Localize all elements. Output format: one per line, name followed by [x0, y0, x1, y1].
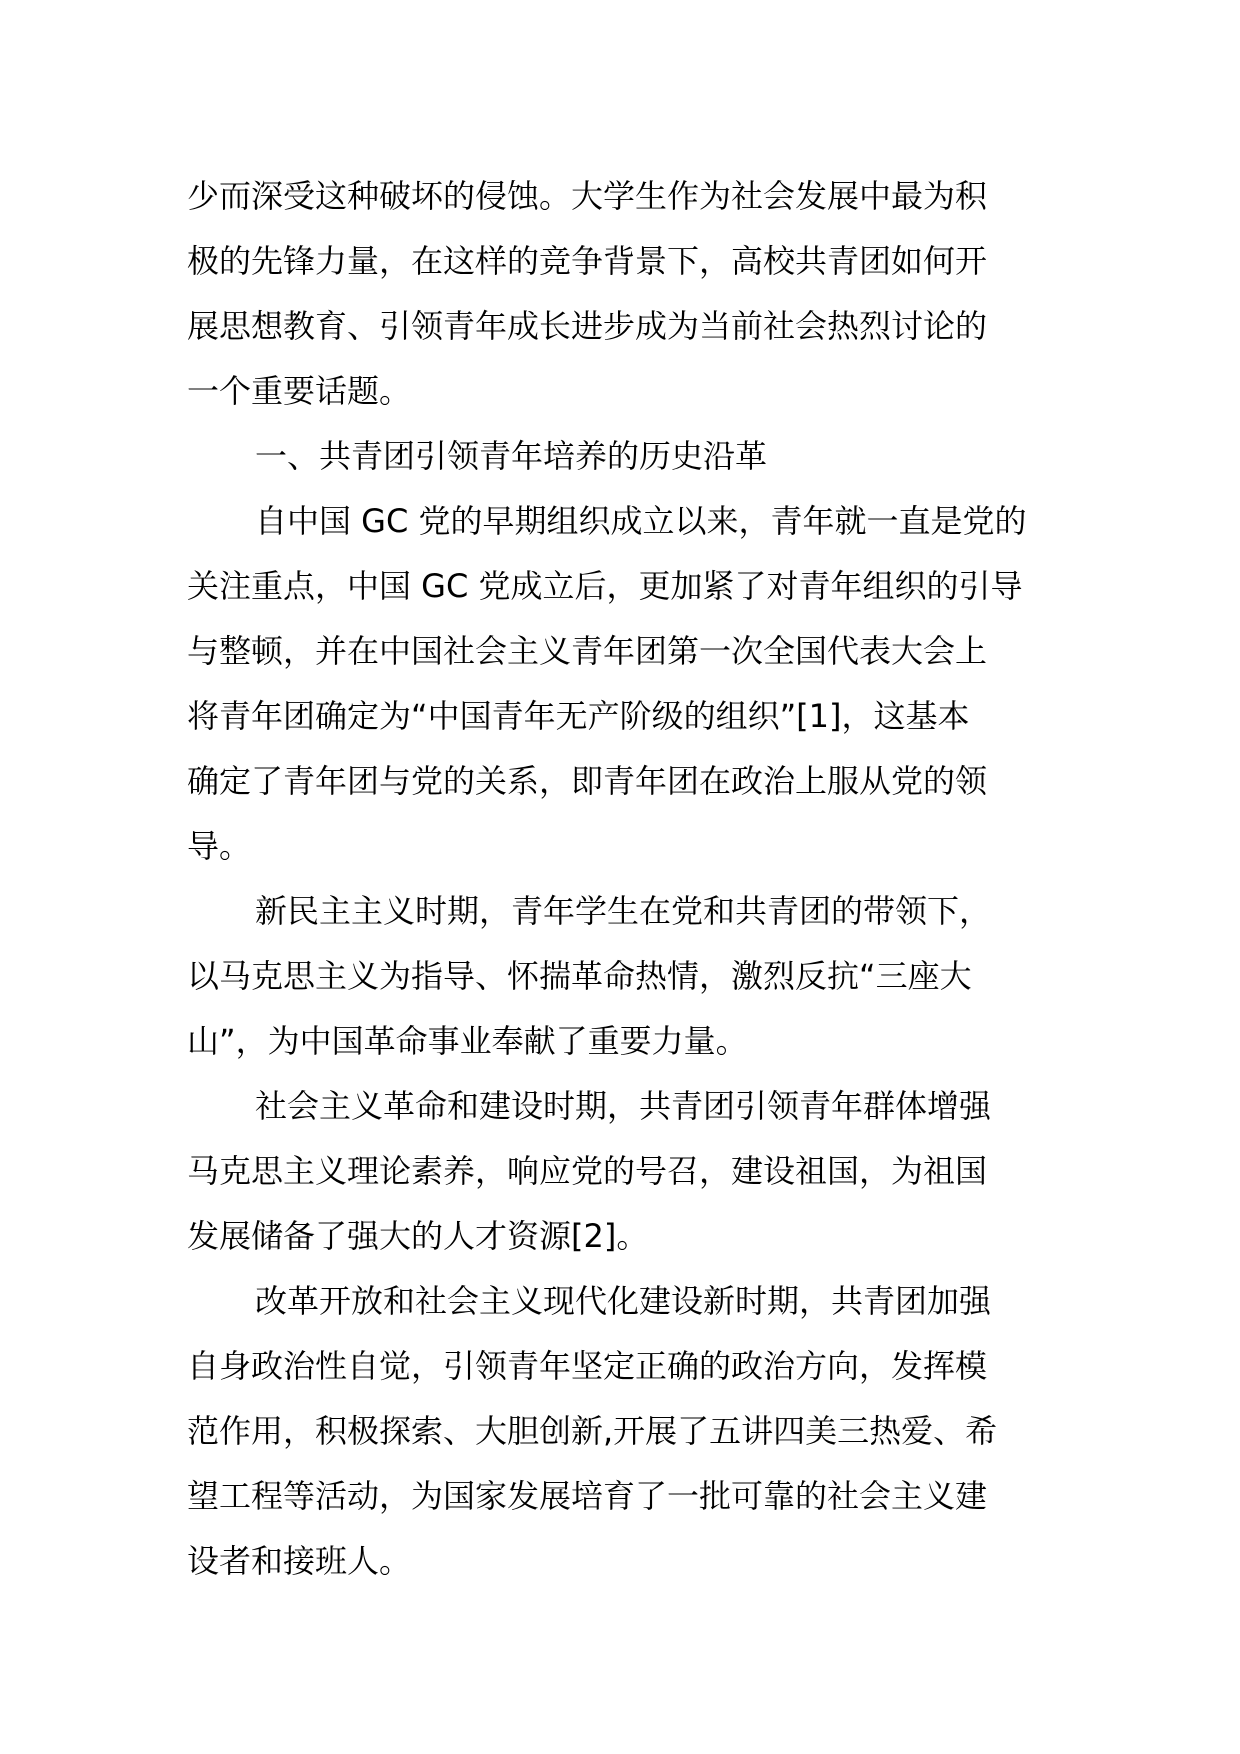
text-line: 确定了青年团与党的关系，即青年团在政治上服从党的领 [187, 762, 988, 800]
text-line: 改革开放和社会主义现代化建设新时期，共青团加强 [255, 1282, 992, 1320]
heading-text: 一、共青团引领青年培养的历史沿革 [255, 437, 768, 475]
text-line: 新民主主义时期，青年学生在党和共青团的带领下， [255, 892, 992, 930]
text-line: 极的先锋力量，在这样的竞争背景下，高校共青团如何开 [187, 242, 988, 280]
paragraph-body [187, 489, 1056, 879]
paragraph-body [187, 1074, 1056, 1269]
text-line: 将青年团确定为“中国青年无产阶级的组织”[1]，这基本 [187, 697, 970, 735]
paragraph-body [187, 879, 1056, 1074]
document-page [187, 164, 1056, 1594]
paragraph-body [187, 1269, 1056, 1594]
text-line: 以马克思主义为指导、怀揣革命热情，激烈反抗“三座大 [187, 957, 972, 995]
text-line: 马克思主义理论素养，响应党的号召，建设祖国，为祖国 [187, 1152, 988, 1190]
text-line: 自身政治性自觉，引领青年坚定正确的政治方向，发挥模 [187, 1347, 988, 1385]
text-line: 范作用，积极探索、大胆创新,开展了五讲四美三热爱、希 [187, 1412, 998, 1450]
text-line: 展思想教育、引领青年成长进步成为当前社会热烈讨论的 [187, 307, 988, 345]
text-line: 自中国 GC 党的早期组织成立以来，青年就一直是党的 [255, 502, 1027, 540]
text-line: 社会主义革命和建设时期，共青团引领青年群体增强 [255, 1087, 992, 1125]
text-line: 关注重点，中国 GC 党成立后，更加紧了对青年组织的引导 [187, 567, 1023, 605]
text-line: 一个重要话题。 [187, 372, 412, 410]
text-line: 山”，为中国革命事业奉献了重要力量。 [187, 1022, 748, 1060]
section-heading [187, 424, 1056, 489]
paragraph-continuation [187, 164, 1056, 424]
text-line: 导。 [187, 827, 252, 865]
text-line: 设者和接班人。 [187, 1542, 412, 1580]
text-line: 发展储备了强大的人才资源[2]。 [187, 1217, 649, 1255]
text-line: 少而深受这种破坏的侵蚀。大学生作为社会发展中最为积 [187, 177, 988, 215]
text-line: 与整顿，并在中国社会主义青年团第一次全国代表大会上 [187, 632, 988, 670]
text-line: 望工程等活动，为国家发展培育了一批可靠的社会主义建 [187, 1477, 988, 1515]
